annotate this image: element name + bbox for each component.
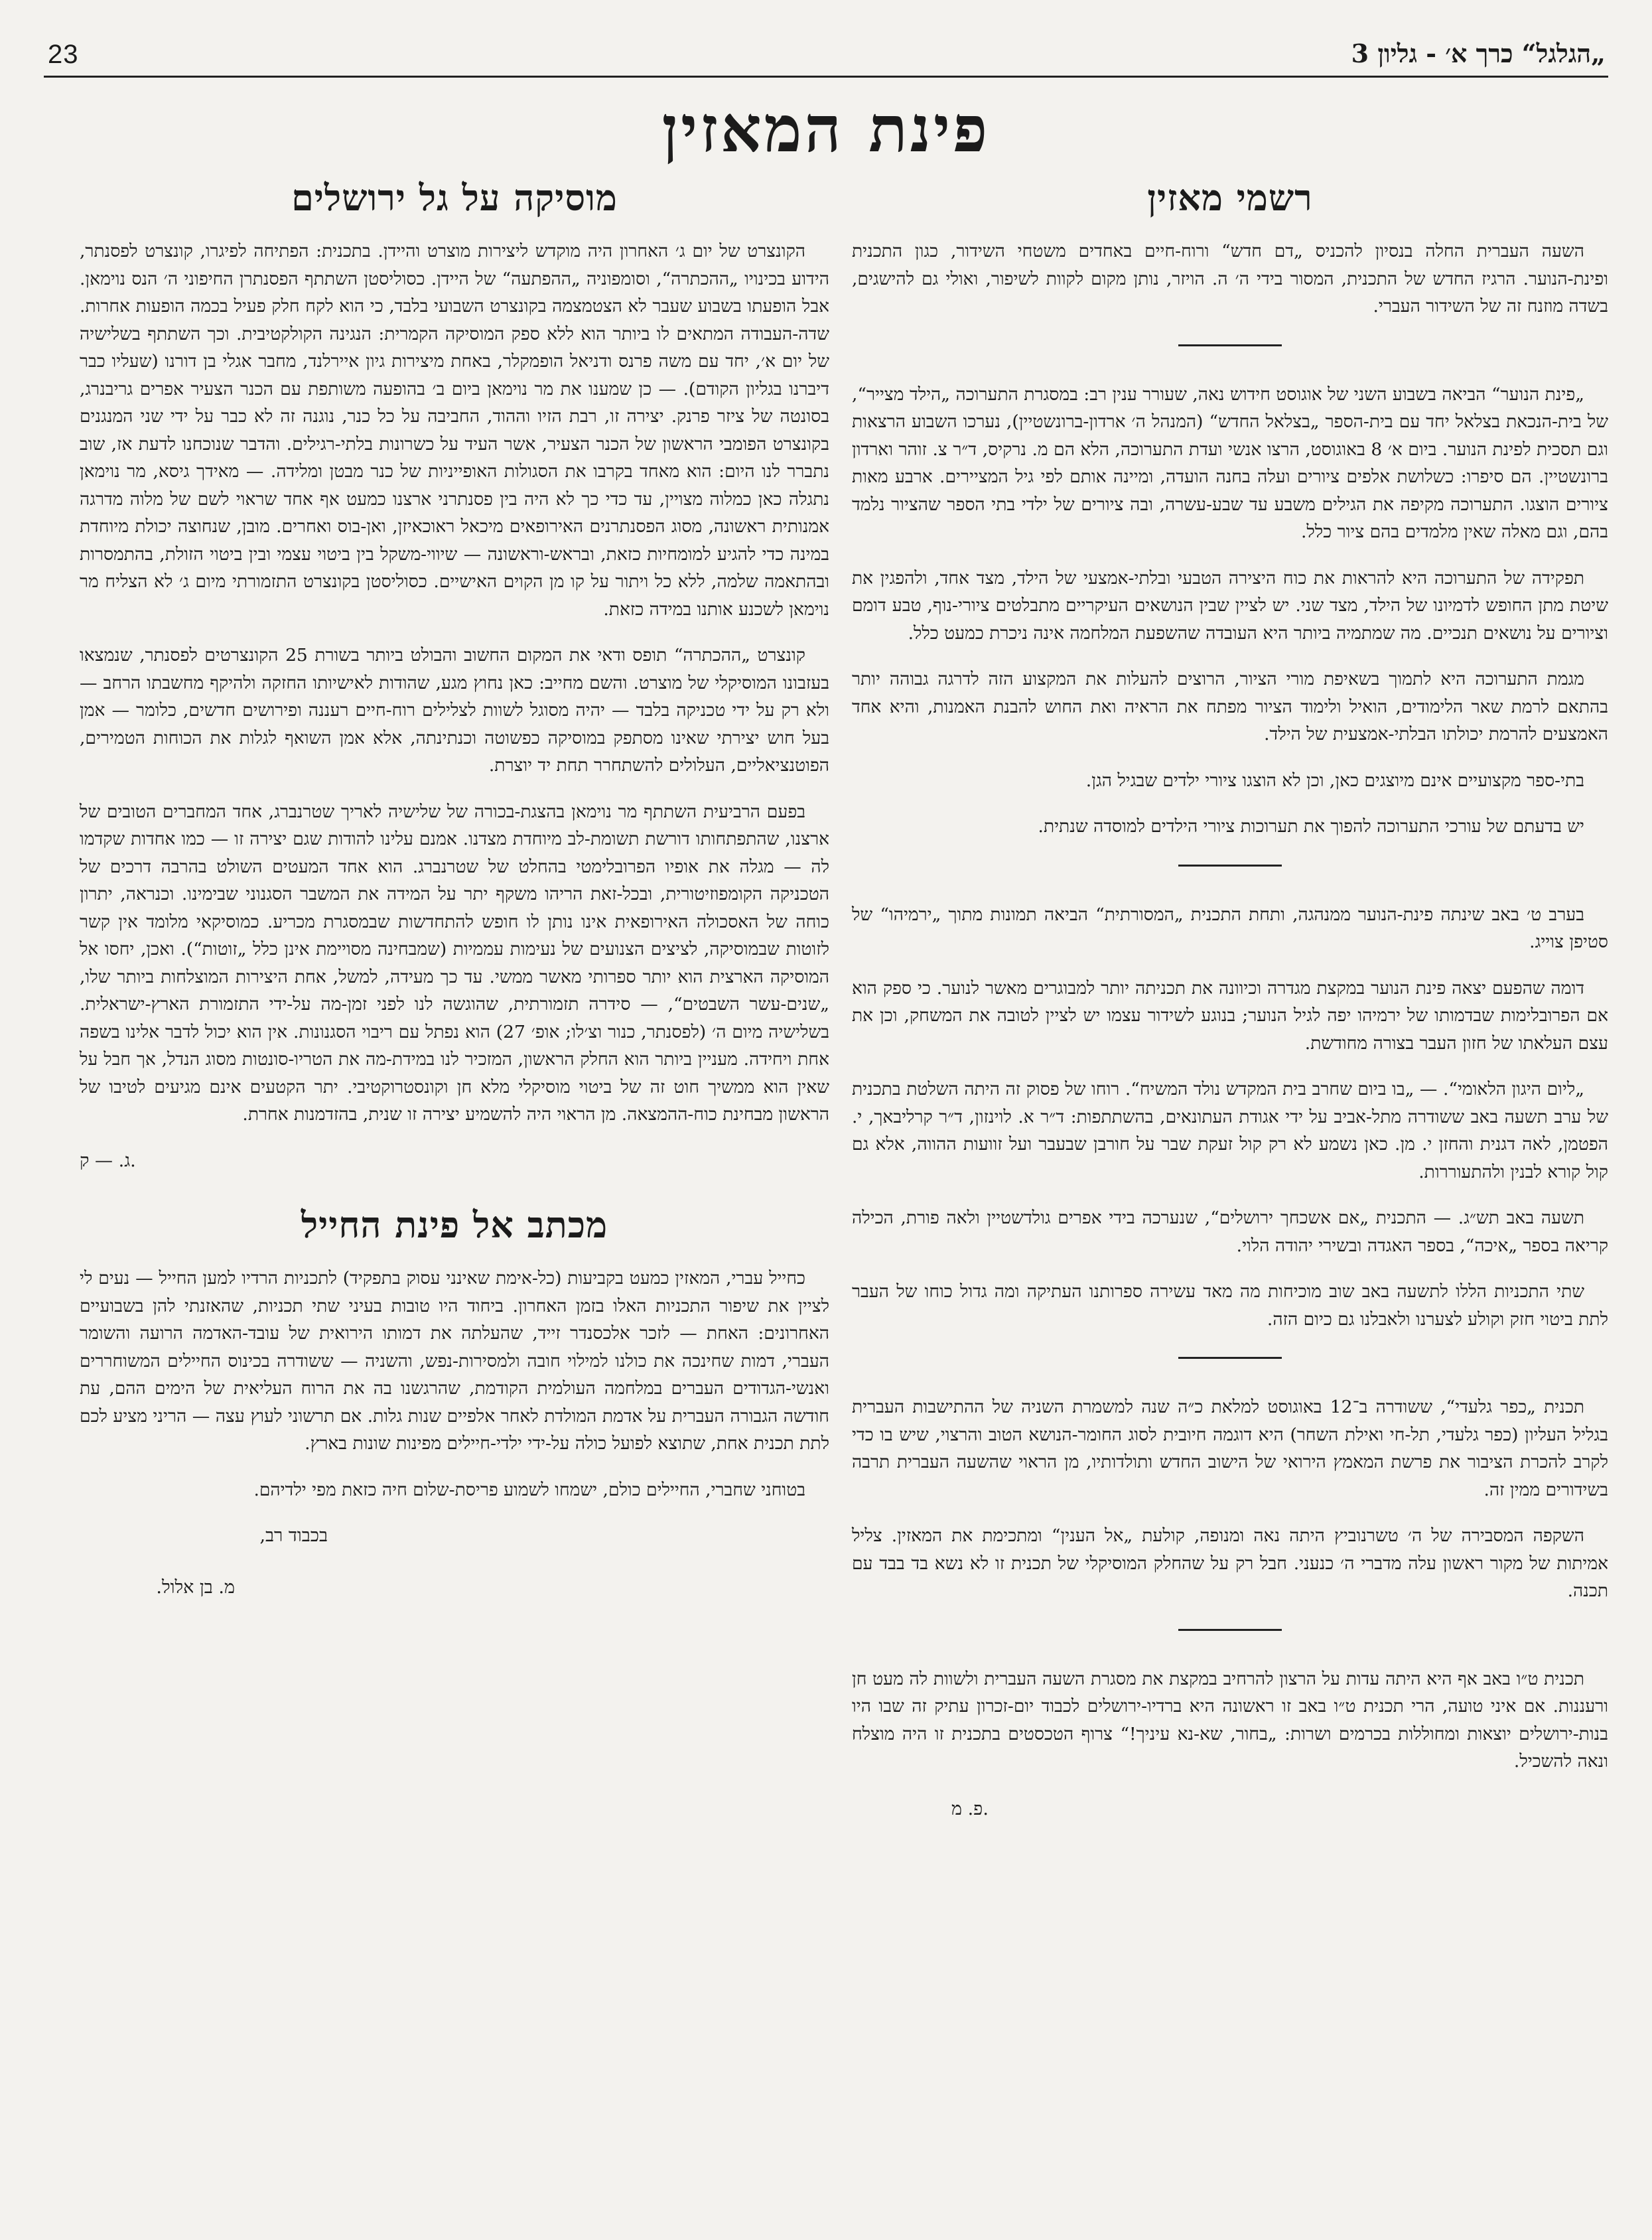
- paragraph: הקונצרט של יום ג׳ האחרון היה מוקדש ליצירות מוצרט והיידן. בתכנית: הפתיחה לפיגרו, קונצרט לפסנתר, הידוע בכינויו „ההכתרה“, וסומפוניה „ההפתעה“ של היידן. כסוליסטן השתתף הפסנתרן החיפוני ה׳ הנס נוימאן. אבל הופעתו בשבוע שעבר לא הצטמצמה בקונצרט השבועי בלבד, כי הוא לקח חלק פעיל בכמה הופעות אחרות. שדה-העבודה המתאים לו ביותר הוא ללא ספק המוסיקה הקמרית: הנגינה הקולקטיבית. וכך השתתף בשלישיה של יום א׳, יחד עם משה פרנס ודניאל הופמקלר, באחת מיצירות גיון איירלנד, מחבר אגלי בן דורנו (שעליו כבר דיברנו בגליון הקודם). — כן שמענו את מר נוימאן ביום ב׳ בהופעה משותפת עם הכנר הצעיר אפרים גריבנרג, בסונטה של ציזר פרנק. יצירה זו, רבת הזיו וההוד, החביבה על כל כנר, נוגנה זה לא כבר על ידי שני המנגנים בקונצרט הפומבי הראשון של הכנר הצעיר, אשר העיד על כשרונות בלתי-רגילים. והדבר שנוכחנו לדעת אז, שוב נתברר לנו היום: הוא מאחד בקרבו את הסגולות האופייניות של כנר מבטן ומלידה. — מאידך גיסא, מר נוימאן נתגלה כאן כמלוה מצויין, עד כדי כך לא היה בין פסנתרני ארצנו כמעט אף אחד שראוי לשם של מלוה מדרגה אמנותית ראשונה, מסוג הפסנתרנים האירופאים מיכאל ראוכאיזן, ואן-בוס ואחרים. מובן, שנחוצה יכולת מיוחדת במינה כדי להגיע למומחיות כזאת, ובראש-וראשונה — שיווי-משקל בין ביטוי עצמי ובין ביטוי הזולת, בהתמסרות ובהתאמה שלמה, ללא כל ויתור על קו מן הקוים האישיים. כסוליסטן בקונצרט התזמורתי מיום ג׳ לא הצליח מר נוימאן לשכנע אותנו במידה כזאת.: [80, 241, 829, 620]
- paragraph: השעה העברית החלה בנסיון להכניס „דם חדש“ ורוח-חיים באחדים משטחי השידור, כגון התכנית ופינת-הנוער. הרגיז החדש של התכנית, המסור בידי ה׳ ה. הויזר, נותן מקום לקוות לשיפור, ואולי גם להישגים, בשדה מוזנח זה של השידור העברי.: [852, 241, 1608, 316]
- paragraph: שתי התכניות הללו לתשעה באב שוב מוכיחות מה מאד עשירה ספרותנו העתיקה ומה גדול כוחו של העבר לתת ביטוי חזק וקולע לצערנו ולאבלנו גם כיום הזה.: [852, 1281, 1608, 1330]
- paragraph: תכנית „כפר גלעדי“, ששודרה ב־12 באוגוסט למלאת כ״ה שנה למשמרת השניה של ההתישבות העברית בגליל העליון (כפר גלעדי, תל-חי ואילת השחר) היא דוגמה חיובית לסוג החומר-הנושא הטוב והרצוי, שיש בו כדי לקרב להכרת הציבור את פרשת המאמץ הירואי של הישוב החדש ותולדותיו, מן הראוי שהשעה העברית תרבה בשידורים ממין זה.: [852, 1397, 1608, 1500]
- letter-closing: [80, 1522, 829, 1601]
- paragraph: „פינת הנוער“ הביאה בשבוע השני של אוגוסט חידוש נאה, שעורר ענין רב: במסגרת התערוכה „הילד מצייר“, של בית-הנכאת בצלאל יחד עם בית-הספר „בצלאל החדש“ (המנהל ה׳ ארדון-ברונשטיין), נערכו השבוע הרצאות וגם תסכית לפינת הנוער. ביום א׳ 8 באוגוסט, הרצו אנשי ועדת התערוכה, הלא הם מ. נרקיס, ד״ר צ. זוהר וארדון ברונשטיין. הם סיפרו: כשלושת אלפים ציורים ועלה בחנה הועדה, ומיינה אותם לפי גיל המציירים. ארבע מאות ציורים הוצגו. התערוכה מקיפה את הגילים משבע עד שבע-עשרה, ובה ציורים של ילדי בתי הספר שהציור נלמד בהם, וגם מאלה שאין מלמדים בהם ציור כלל.: [852, 384, 1608, 542]
- letter-title: מכתב אל פינת החייל: [301, 1204, 608, 1246]
- page-header: [44, 38, 1608, 78]
- section-title: פינת המאזין: [661, 92, 991, 167]
- letter-signature: מ. בן אלול.: [156, 1576, 235, 1598]
- article-title: רשמי מאזין: [1147, 176, 1313, 219]
- paragraph: בפעם הרביעית השתתף מר נוימאן בהצגת-בכורה של שלישיה לאריך שטרנברג, אחד המחברים הטובים של ארצנו, שהתפתחותו דורשת תשומת-לב מיוחדת מצדנו. אמנם עלינו להודות שגם יצירה זו — כמו אחדות שקדמו לה — מגלה את אופיו הפרובלימטי בהחלט של שטרנברג. הוא אחד המעטים השולט בהרבה דרכים של הטכניקה הקומפוזיטורית, ובכל-זאת הריהו משקף יתר על המידה את המשבר הסגנוני שבימינו. וכנראה, יתרון כוחה של האסכולה האירופאית אינו נותן לו חופש להתחדשות שבמסגרת מכריע. כמוסיקאי מלומד אין קשר לזוטות שבמוסיקה, לציצים הצנועים של נעימות עממיות (שמבחינה מסויימת אינן כלל „זוטות“). ואכן, יחסו אל המוסיקה הארצית הוא יותר ספרותי מאשר ממשי. עד כך מעידה, למשל, אחת היצירות המוצלחות ביותר שלו, „שנים-עשר השבטים“, — סידרה תזמורתית, שהוגשה לנו לפני זמן-מה על-ידי התזמורת הארץ-ישראלית. בשלישיה מיום ה׳ (לפסנתר, כנור וצ׳לו; אופ׳ 27) הוא נפתל עם ריבוי הסגנונות. אין הוא יכול לדבר אלינו בשפה אחת ויחידה. מעניין ביותר הוא החלק הראשון, המזכיר לנו במידת-מה את הטריו-סונטות מסוג הנדל, אך חבל על שאין הוא ממשיך חוט זה של ביטוי מוסיקלי מלא חן וקונסטרוקטיבי. יתר הקטעים אינם מגיעים לטיבו של הראשון מבחינת כוח-ההמצאה. מן הראוי היה להשמיע יצירה זו שנית, בהזדמנות אחרת.: [80, 801, 829, 1125]
- paragraph: השקפה המסבירה של ה׳ טשרנוביץ היתה נאה ומנופה, קולעת „אל הענין“ ומתכימת את המאזין. צליל אמיתות של מקור ראשון עלה מדברי ה׳ כנעני. חבל רק על שהחלק המוסיקלי של תכנית זו לא נשא בד בבד עם תכנה.: [852, 1525, 1608, 1601]
- paragraph: מגמת התערוכה היא לתמוך בשאיפת מורי הציור, הרוצים להעלות את המקצוע הזה לדרגה גבוהה יותר בהתאם לרמת שאר הלימודים, הואיל ולימוד הציור מפתח את הראיה ואת החוש להבנת האמנות, והיא אחד האמצעים להרמת יכולתו הבלתי-אמצעית של הילד.: [852, 669, 1608, 744]
- paragraph: דומה שהפעם יצאה פינת הנוער במקצת מגדרה וכיוונה את תכניתה יותר למבוגרים מאשר לנוער. כי ספק הוא אם הפרובלימות שבדמותו של ירמיהו יפה לגיל הנוער; בנוגע לשידור עצמו יש לציין לטובה את המשחק, וכן את עצם העלאתו של חזון העבר בצורה מחודשת.: [852, 977, 1608, 1054]
- author-initials: פ. מ.: [951, 1798, 989, 1819]
- paragraph: תפקידה של התערוכה היא להראות את כוח היצירה הטבעי ובלתי-אמצעי של הילד, מצד אחד, ולהפגין את שיטת מתן החופש לדמיונו של הילד, מצד שני. יש לציין שבין הנושאים העיקריים מתבלטים ציורי-נוף, טבע דומם וציורים על נושאים תנכיים. מה שמתמיה ביותר היא העובדה שהשפעת המלחמה אינה ניכרת כמעט כלל.: [852, 567, 1608, 644]
- closing-greeting: בכבוד רב,: [259, 1525, 328, 1546]
- paragraph: יש בדעתם של עורכי התערוכה להפוך את תערוכות ציורי הילדים למוסדה שנתית.: [1038, 816, 1584, 837]
- paragraph: תכנית ט״ו באב אף היא היתה עדות על הרצון להרחיב במקצת את מסגרת השעה העברית ולשוות לה מעט חן ורעננות. אם איני טועה, הרי תכנית ט״ו באב זו ראשונה היא ברדיו-ירושלים לכבוד יום-זכרון עתיק זה שבו היו בנות-ירושלים יוצאות ומחוללות בכרמים ושרות: „בחור, שא-נא עיניך!“ צרוף הטכסטים בתכנית זו היה מוצלח ונאה להשכיל.: [852, 1668, 1608, 1772]
- author-initials: ג. — ק.: [80, 1150, 136, 1171]
- paragraph: קונצרט „ההכתרה“ תופס ודאי את המקום החשוב והבולט ביותר בשורת 25 הקונצרטים לפסנתר, שנמצאו בעזבונו המוסיקלי של מוצרט. והשם מחייב: כאן נחוץ מגע, שהודות לאישיותו החזקה ולהיקף מחשבתו הרחב — ולא רק על ידי טכניקה בלבד — יהיה מסוגל לשוות לצלילים רוח-חיים רעננה ופירושים חדשים, כלומר — אמן בעל חוש יצירתי שאינו מסתפק במוסיקה כפשוטה וכנתינתה, אלא אמן השואף לגלות את הכוחות הטמירים, הפוטנציאליים, העלולים להשתחרר תחת יד יוצרת.: [80, 645, 829, 776]
- separator-rule: [1178, 1629, 1282, 1631]
- paragraph: כחייל עברי, המאזין כמעט בקביעות (כל-אימת שאינני עסוק בתפקיד) לתכניות הרדיו למען החייל — נעים לי לציין את שיפור התכניות האלו בזמן האחרון. ביחוד היו טובות בעיני שתי תכניות, שהאזנתי להן בשבועיים האחרונים: האחת — לזכר אלכסנדר זייד, שהעלתה את דמותו הירואית של עובד-האדמה הרועה והשומר העברי, דמות שחינכה את כולנו למילוי חובה ולמסירות-נפש, והשניה — ששודרה בכינוס החיילים המשוחררים ואנשי-הגדודים העברים במלחמה העולמית הקודמת, שהרגשנו בה את הרוח העליאית של הימים ההם, עת חודשה הגבורה העברית על אדמת המולדת לאחר אלפיים שנות גלות. אם תרשוני לעוץ עצה — הריני מציע לכם לתת תכנית אחת, שתוצא לפועל כולה על-ידי ילדי-חיילים מפינות שונות בארץ.: [80, 1268, 829, 1454]
- separator-rule: [1178, 344, 1282, 346]
- paragraph: בטוחני שחברי, החיילים כולם, ישמחו לשמוע פריסת-שלום חיה כזאת מפי ילדיהם.: [253, 1479, 805, 1500]
- paragraph: תשעה באב תש״ג. — התכנית „אם אשכחך ירושלים“, שנערכה בידי אפרים גולדשטיין ולאה פורת, הכילה קריאה בספר „איכה“, בספר האגדה ובשירי יהודה הלוי.: [852, 1208, 1608, 1256]
- article-title: מוסיקה על גל ירושלים: [291, 176, 618, 219]
- paragraph: בתי-ספר מקצועיים אינם מיוצגים כאן, וכן לא הוצגו ציורי ילדים שבגיל הגן.: [1085, 770, 1584, 791]
- running-head: „הגלגל“ כרך א׳ - גליון 3: [1351, 38, 1606, 68]
- paragraph: בערב ט׳ באב שינתה פינת-הנוער ממנהגה, ותחת התכנית „המסורתית“ הביאה תמונות מתוך „ירמיהו“ של סטיפן צוייג.: [852, 904, 1608, 952]
- paragraph: „ליום היגון הלאומי“. — „בו ביום שחרב בית המקדש נולד המשיח“. רוחו של פסוק זה היתה השלטת בתכנית של ערב תשעה באב ששודרה מתל-אביב על ידי אגודת העתונאים, בהשתתפות: ד״ר א. לוינזון, ד״ר קרליבאך, י. הפטמן, לאה דגנית והחזן י. מן. כאן נשמע לא רק קול זעקת שבר על חורבן שבעבר ועל זוועות ההווה, אלא גם קול קורא לבנין ולהתעוררות.: [852, 1079, 1608, 1182]
- separator-rule: [1178, 865, 1282, 867]
- page-number: 23: [48, 40, 79, 69]
- article-listener-impressions: [852, 174, 1608, 1823]
- separator-rule: [1178, 1357, 1282, 1359]
- article-music-jerusalem-wave: [80, 174, 829, 1601]
